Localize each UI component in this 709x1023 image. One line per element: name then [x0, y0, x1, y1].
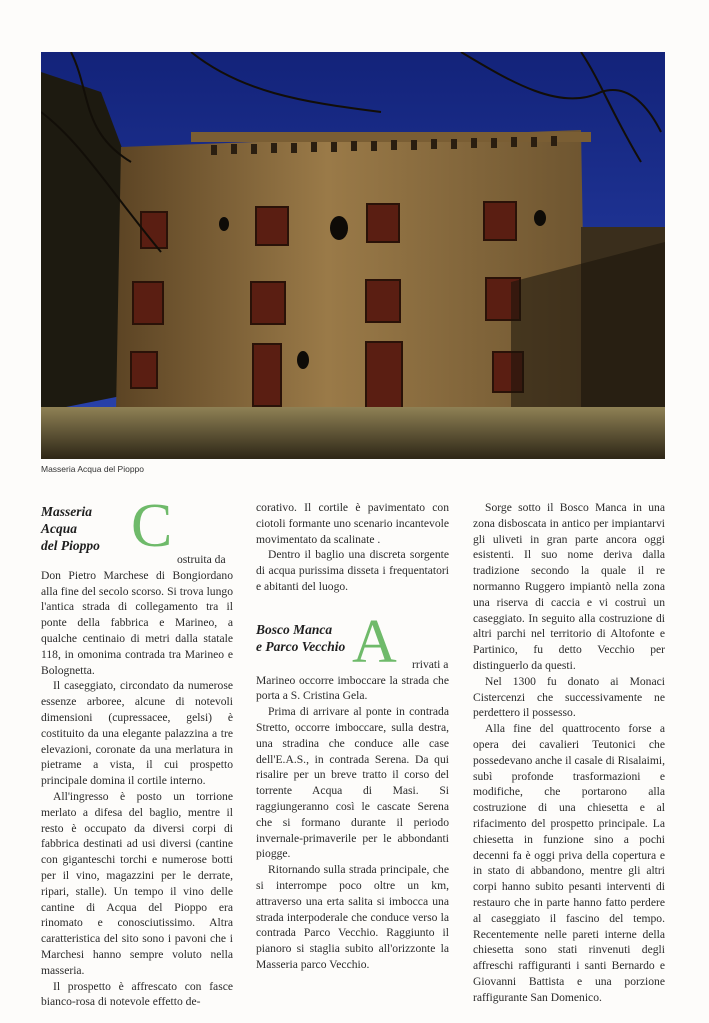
paragraph: Alla fine del quattrocento forse a opera dei cavalieri Teutonici che possedevano anche il casale di Risalaimi, subì profonde trasformazioni e modifiche, che portarono alla costruzione di una chiesetta e al rifacimento del prospetto principale. La chiesetta in funzione sino a pochi decenni fa è oggi priva della copertura e in stato di abbandono, mentre gli altri corpi hanno subito pesanti interventi di restauro che in parte hanno fatto perdere al caseggiato il fascino del tempo. Recentemente nelle pareti interne della chiesetta sono stati rinvenuti degli affreschi raffiguranti i santi Bernardo e Giovanni Battista e una porzione raffigurante San Domenico.: [473, 722, 665, 1004]
lead-text: ostruita da: [177, 553, 226, 566]
paragraph: Ritornando sulla strada principale, che si interrompe poco oltre un km, attraverso una erta salita si imbocca una strada interpoderale che conduce verso la contrada Parco Vecchio. Raggiunto il pianoro si staglia subito all'orizzonte la Masseria parco Vecchio.: [256, 863, 449, 971]
heading-line: Acqua: [41, 521, 78, 536]
paragraph: Il prospetto è affrescato con fasce bianco-rosa di notevole effetto de-: [41, 979, 233, 1009]
paragraph: Il caseggiato, circondato da numerose essenze arboree, alcune di notevoli dimensioni (cupressacee, gelsi) è costituito da una elegante palazzina a tre elevazioni, coronate da una merlatura in pietrame a vista, il cui prospetto principale domina il cortile interno.: [41, 679, 233, 788]
lead-text: rrivati a: [412, 657, 449, 671]
column-2: [256, 500, 449, 973]
paragraph: Don Pietro Marchese di Bongiordano alla fine del secolo scorso. Si trova lungo l'antica strada di collegamento tra il ponte della fabbrica e Marineo, a qualche centinaio di metri dalla statale 118, in omonima contrada tra Marineo e Bolognetta.: [41, 568, 233, 677]
dropcap-c: C: [131, 492, 173, 560]
paragraph: Marineo occorre imboccare la strada che porta a S. Cristina Gela.: [256, 673, 449, 703]
section-heading-bosco: [256, 607, 449, 676]
paragraph: Dentro il baglio una discreta sorgente di acqua purissima disseta i frequentatori e abitanti del luogo.: [256, 548, 449, 593]
column-3: [473, 500, 665, 1006]
column-1: [41, 492, 233, 1010]
heading-line: Masseria: [41, 504, 93, 519]
heading-masseria: [41, 503, 133, 554]
heading-line: Bosco Manca: [256, 621, 333, 637]
paragraph: Prima di arrivare al ponte in contrada Stretto, occorre imboccare, sulla destra, una stradina che conduce alle case dell'E.A.S., in contrada Serena. Da qui risalire per un breve tratto il corso del torrente Acqua di Masi. Si raggiungeranno così le cascate Serena che si formano durante il periodo invernale-primaverile per le abbondanti piogge.: [256, 705, 449, 861]
photo-caption: Masseria Acqua del Pioppo: [41, 464, 145, 474]
heading-bosco: [256, 621, 366, 655]
paragraph: All'ingresso è posto un torrione merlato a difesa del baglio, mentre il resto è occupato da diversi corpi di fabbrica destinati ad usi diversi (cantine con giganteschi torchi e numerose botti per il vino, magazzini per le derrate, ripari, stalle). Un tempo il vino delle cantine di Acqua del Pioppo era rinomato e conosciutissimo. Altra caratteristica del sito sono i pavoni che i Marchesi hanno sempre voluto nella masseria.: [41, 789, 233, 977]
paragraph: Sorge sotto il Bosco Manca in una zona disboscata in antico per impiantarvi gli uliveti in gran parte ancora oggi esistenti. Il suo nome deriva dalla tradizione secondo la quale il re normanno Ruggero impiantò nella zona una riserva di caccia e vi costruì un caseggiato. In seguito alla costruzione di altri parchi nel territorio di Altofonte e Partinico, fu detto Vecchio per distinguerlo da questi.: [473, 501, 665, 672]
paragraph: Nel 1300 fu donato ai Monaci Cistercenzi che successivamente ne perdettero il possesso.: [473, 674, 665, 720]
heading-line: e Parco Vecchio: [256, 638, 346, 654]
heading-line: del Pioppo: [41, 538, 100, 553]
dropcap-a: A: [352, 607, 397, 676]
paragraph: corativo. Il cortile è pavimentato con ciotoli formante uno scenario incantevole movimentato da scalinate .: [256, 501, 449, 546]
masseria-photo: [41, 52, 665, 459]
masseria-illustration: [41, 52, 665, 459]
